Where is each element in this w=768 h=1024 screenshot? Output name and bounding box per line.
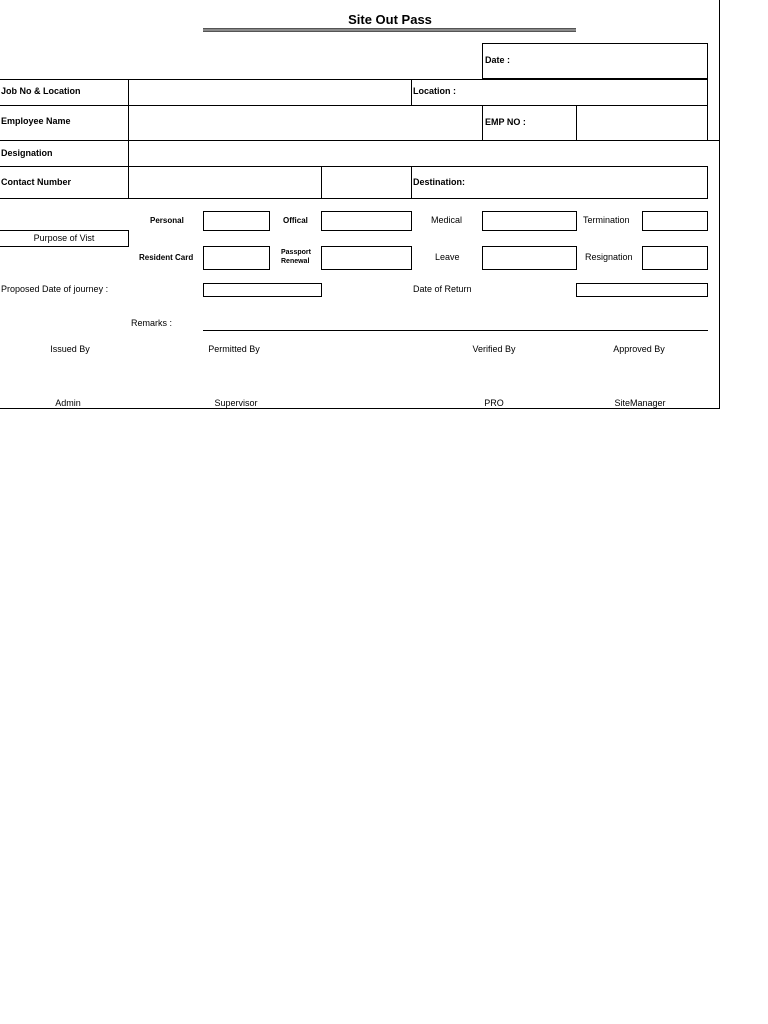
permitted-by-label: Permitted By (208, 344, 260, 354)
emp-no-label: EMP NO : (485, 117, 526, 127)
resident-card-label: Resident Card (139, 253, 194, 262)
verified-by-label: Verified By (472, 344, 516, 354)
location-field[interactable] (460, 80, 707, 105)
supervisor-label: Supervisor (214, 398, 258, 408)
leave-checkbox[interactable] (482, 246, 577, 270)
location-label: Location : (413, 86, 456, 96)
official-checkbox[interactable] (321, 211, 412, 231)
contact-number-label: Contact Number (1, 177, 72, 187)
medical-checkbox[interactable] (482, 211, 577, 231)
destination-field[interactable] (470, 167, 707, 198)
form-title: Site Out Pass (348, 12, 432, 27)
official-label: Offical (283, 216, 308, 225)
medical-label: Medical (431, 215, 463, 225)
title-underline (203, 28, 576, 32)
date-of-return-field[interactable] (576, 283, 708, 297)
approved-by-label: Approved By (613, 344, 665, 354)
date-field[interactable] (482, 43, 708, 79)
site-out-pass-form (0, 0, 720, 409)
passport-renewal-checkbox[interactable] (321, 246, 412, 270)
resignation-label: Resignation (585, 252, 633, 262)
job-no-location-field[interactable] (129, 80, 411, 105)
proposed-date-label: Proposed Date of journey : (1, 284, 109, 294)
resident-card-checkbox[interactable] (203, 246, 270, 270)
passport-renewal-label-line1: Passport (281, 249, 311, 256)
pro-label: PRO (484, 398, 504, 408)
purpose-of-visit-label: Purpose of Vist (33, 233, 95, 243)
personal-label: Personal (150, 216, 184, 225)
remarks-label: Remarks : (131, 318, 173, 328)
contact-number-field[interactable] (129, 167, 321, 198)
passport-renewal-label-line2: Renewal (281, 258, 310, 265)
admin-label: Admin (55, 398, 81, 408)
destination-label: Destination: (413, 177, 466, 187)
termination-checkbox[interactable] (642, 211, 708, 231)
emp-no-field[interactable] (577, 106, 707, 140)
designation-field[interactable] (129, 141, 719, 166)
resignation-checkbox[interactable] (642, 246, 708, 270)
employee-name-label: Employee Name (1, 116, 71, 126)
employee-name-field[interactable] (129, 106, 482, 140)
date-of-return-label: Date of Return (413, 284, 472, 294)
termination-label: Termination (583, 215, 630, 225)
personal-checkbox[interactable] (203, 211, 270, 231)
issued-by-label: Issued By (50, 344, 90, 354)
date-label: Date : (485, 55, 511, 65)
job-no-location-label: Job No & Location (1, 86, 81, 96)
proposed-date-field[interactable] (203, 283, 322, 297)
remarks-line[interactable] (203, 330, 708, 331)
leave-label: Leave (435, 252, 460, 262)
designation-label: Designation (1, 148, 53, 158)
site-manager-label: SiteManager (614, 398, 666, 408)
